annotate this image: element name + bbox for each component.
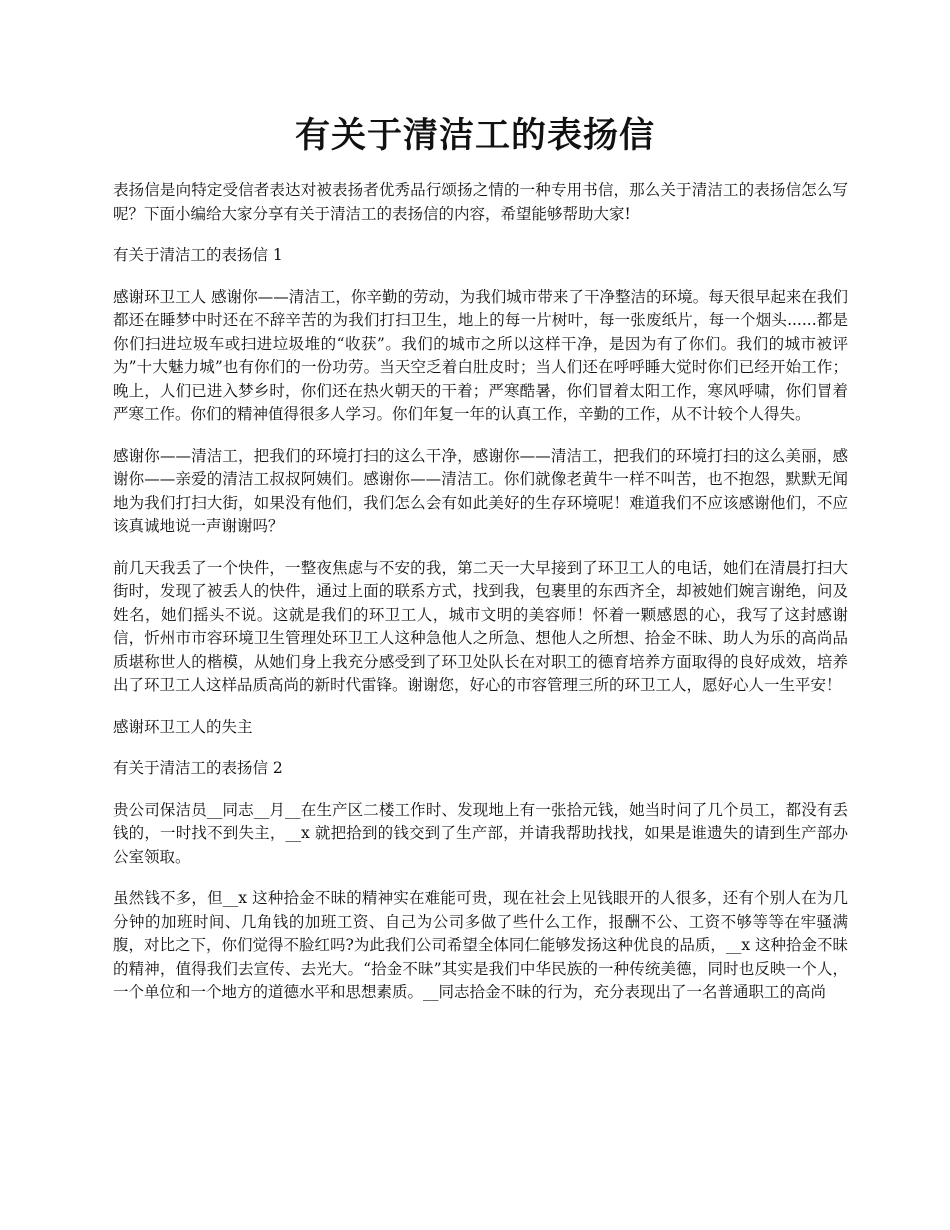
letter-1-closing: 感谢环卫工人的失主 (113, 717, 253, 736)
document-title: 有关于清洁工的表扬信 (294, 116, 655, 156)
letter-2-paragraph-2: 虽然钱不多，但__x 这种拾金不昧的精神实在难能可贵，现在社会上见钱眼开的人很多，还有个别人在为几分钟的加班时间、几角钱的加班工资、自己为公司多做了些什么工作，报酬不公、工资不够等等在牢骚满腹，对比之下，你们觉得不脸红吗?为此我们公司希望全体同仁能够发扬这种优良的品质，__x 这种拾金不昧的精神，值得我们去宣传、去光大。“拾金不昧”其实是我们中华民族的一种传统美德，同时也反映一个人，一个单位和一个地方的道德水平和思想素质。__同志拾金不昧的行为，充分表现出了一名普通职工的高尚 (113, 889, 848, 1001)
letter-1-heading: 有关于清洁工的表扬信 1 (113, 246, 283, 264)
document-body (113, 179, 848, 1023)
letter-2-paragraph-1: 贵公司保洁员__同志__月__在生产区二楼工作时、发现地上有一张拾元钱，她当时问了几个员工，都没有丢钱的，一时找不到失主，__x 就把拾到的钱交到了生产部，并请我帮助找找，如果是谁遗失的请到生产部办公室领取。 (113, 800, 848, 866)
letter-1-paragraph-1: 感谢环卫工人 感谢你——清洁工，你辛勤的劳动，为我们城市带来了干净整洁的环境。每天很早起来在我们都还在睡梦中时还在不辞辛苦的为我们打扫卫生，地上的每一片树叶，每一张废纸片，每一个烟头......都是你们扫进垃圾车或扫进垃圾堆的“收获”。我们的城市之所以这样干净，是因为有了你们。我们的城市被评为”十大魅力城”也有你们的一份功劳。当天空乏着白肚皮时；当人们还在呼呼睡大觉时你们已经开始工作；晚上，人们已进入梦乡时，你们还在热火朝天的干着；严寒酷暑，你们冒着太阳工作，寒风呼啸，你们冒着严寒工作。你们的精神值得很多人学习。你们年复一年的认真工作，辛勤的工作，从不计较个人得失。 (113, 287, 848, 423)
letter-1-paragraph-3: 前几天我丢了一个快件，一整夜焦虑与不安的我，第二天一大早接到了环卫工人的电话，她们在清晨打扫大街时，发现了被丢人的快件，通过上面的联系方式，找到我，包裹里的东西齐全，却被她们婉言谢绝，问及姓名，她们摇头不说。这就是我们的环卫工人，城市文明的美容师！怀着一颗感恩的心，我写了这封感谢信，忻州市市容环境卫生管理处环卫工人这种急他人之所急、想他人之所想、拾金不昧、助人为乐的高尚品质堪称世人的楷模，从她们身上我充分感受到了环卫处队长在对职工的德育培养方面取得的良好成效，培养出了环卫工人这样品质高尚的新时代雷锋。谢谢您，好心的市容管理三所的环卫工人，愿好心人一生平安！ (113, 558, 848, 694)
letter-2-heading: 有关于清洁工的表扬信 2 (113, 759, 283, 777)
intro-paragraph: 表扬信是向特定受信者表达对被表扬者优秀品行颂扬之情的一种专用书信，那么关于清洁工的表扬信怎么写呢？下面小编给大家分享有关于清洁工的表扬信的内容，希望能够帮助大家! (113, 181, 848, 223)
letter-1-paragraph-2: 感谢你——清洁工，把我们的环境打扫的这么干净，感谢你——清洁工，把我们的环境打扫的这么美丽，感谢你——亲爱的清洁工叔叔阿姨们。感谢你——清洁工。你们就像老黄牛一样不叫苦，也不抱怨，默默无闻地为我们打扫大街，如果没有他们，我们怎么会有如此美好的生存环境呢！难道我们不应该感谢他们，不应该真诚地说一声谢谢吗？ (113, 446, 848, 535)
